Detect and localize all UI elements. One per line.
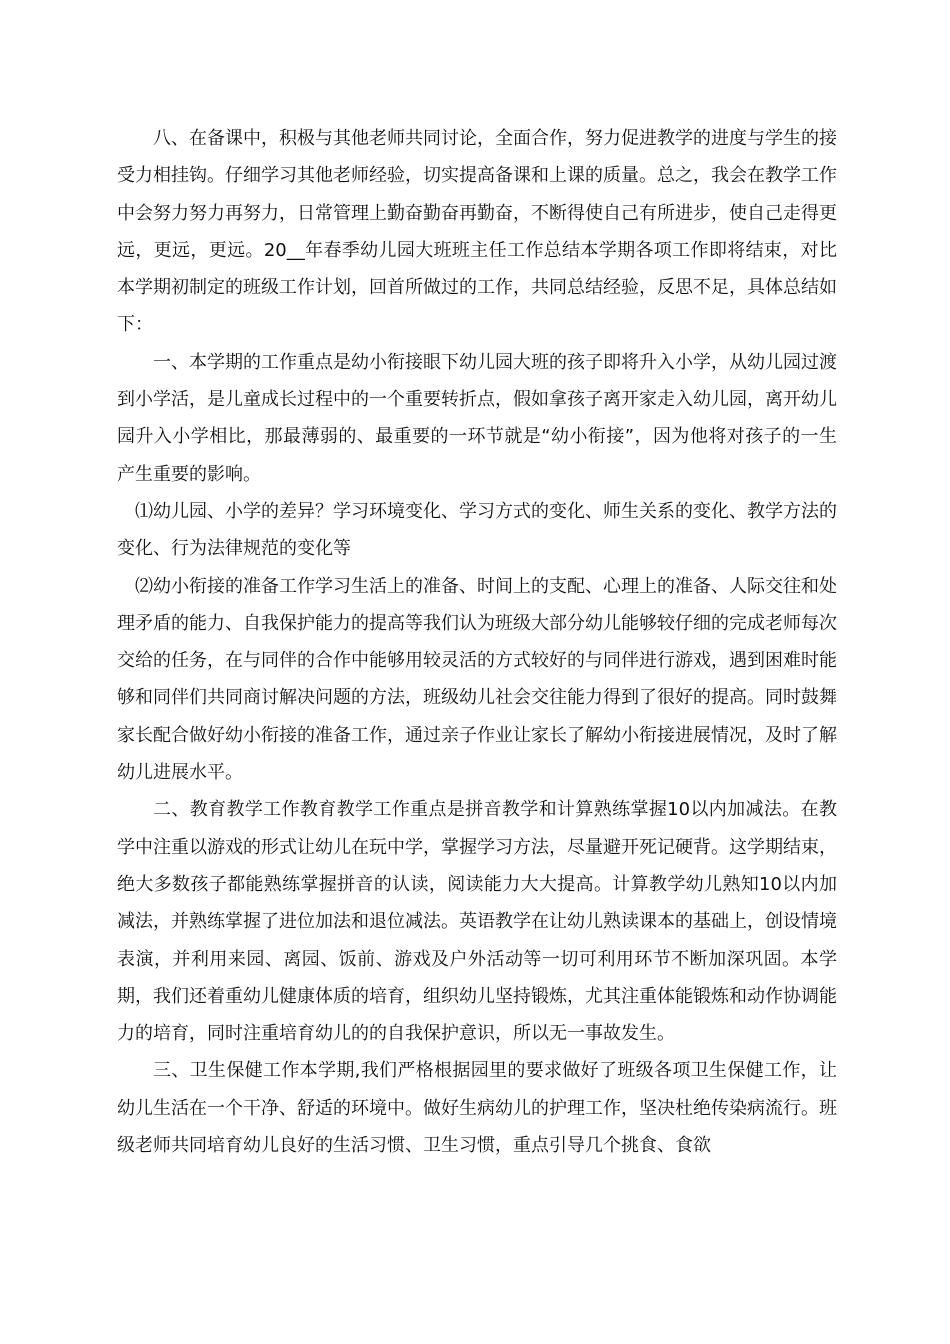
paragraph-section-eight: 八、在备课中，积极与其他老师共同讨论，全面合作，努力促进教学的进度与学生的接受力相挂钩。仔细学习其他老师经验，切实提高备课和上课的质量。总之，我会在教学工作中会努力努力再努力，日常管理上勤奋勤奋再勤奋，不断得使自己有所进步，使自己走得更远，更远，更远。20__年春季幼儿园大班班主任工作总结本学期各项工作即将结束，对比本学期初制定的班级工作计划，回首所做过的工作，共同总结经验，反思不足，具体总结如下：	[117, 128, 837, 336]
paragraph-section-one: 一、本学期的工作重点是幼小衔接眼下幼儿园大班的孩子即将升入小学，从幼儿园过渡到小学活，是儿童成长过程中的一个重要转折点，假如拿孩子离开家走入幼儿园，离开幼儿园升入小学相比，那最薄弱的、最重要的一环节就是“幼小衔接”，因为他将对孩子的一生产生重要的影响。	[117, 351, 837, 485]
document-page	[117, 120, 837, 1164]
paragraph-item-2: ⑵幼小衔接的准备工作学习生活上的准备、时间上的支配、心理上的准备、人际交往和处理矛盾的能力、自我保护能力的提高等我们认为班级大部分幼儿能够较仔细的完成老师每次交给的任务，在与同伴的合作中能够用较灵活的方式较好的与同伴进行游戏，遇到困难时能够和同伴们共同商讨解决问题的方法，班级幼儿社会交往能力得到了很好的提高。同时鼓舞家长配合做好幼小衔接的准备工作，通过亲子作业让家长了解幼小衔接进展情况，及时了解幼儿进展水平。	[117, 575, 837, 784]
paragraph-item-1: ⑴幼儿园、小学的差异？学习环境变化、学习方式的变化、师生关系的变化、教学方法的变化、行为法律规范的变化等	[117, 500, 837, 560]
paragraph-section-two: 二、教育教学工作教育教学工作重点是拼音教学和计算熟练掌握10以内加减法。在教学中注重以游戏的形式让幼儿在玩中学，掌握学习方法，尽量避开死记硬背。这学期结束，绝大多数孩子都能熟练掌握拼音的认读，阅读能力大大提高。计算教学幼儿熟知10以内加减法，并熟练掌握了进位加法和退位减法。英语教学在让幼儿熟读课本的基础上，创设情境表演，并利用来园、离园、饭前、游戏及户外活动等一切可利用环节不断加深巩固。本学期，我们还着重幼儿健康体质的培育，组织幼儿坚持锻炼，尤其注重体能锻炼和动作协调能力的培育，同时注重培育幼儿的的自我保护意识，所以无一事故发生。	[117, 799, 837, 1045]
paragraph-section-three: 三、卫生保健工作本学期,我们严格根据园里的要求做好了班级各项卫生保健工作，让幼儿生活在一个干净、舒适的环境中。做好生病幼儿的护理工作，坚决杜绝传染病流行。班级老师共同培育幼儿良好的生活习惯、卫生习惯，重点引导几个挑食、食欲	[117, 1060, 837, 1157]
